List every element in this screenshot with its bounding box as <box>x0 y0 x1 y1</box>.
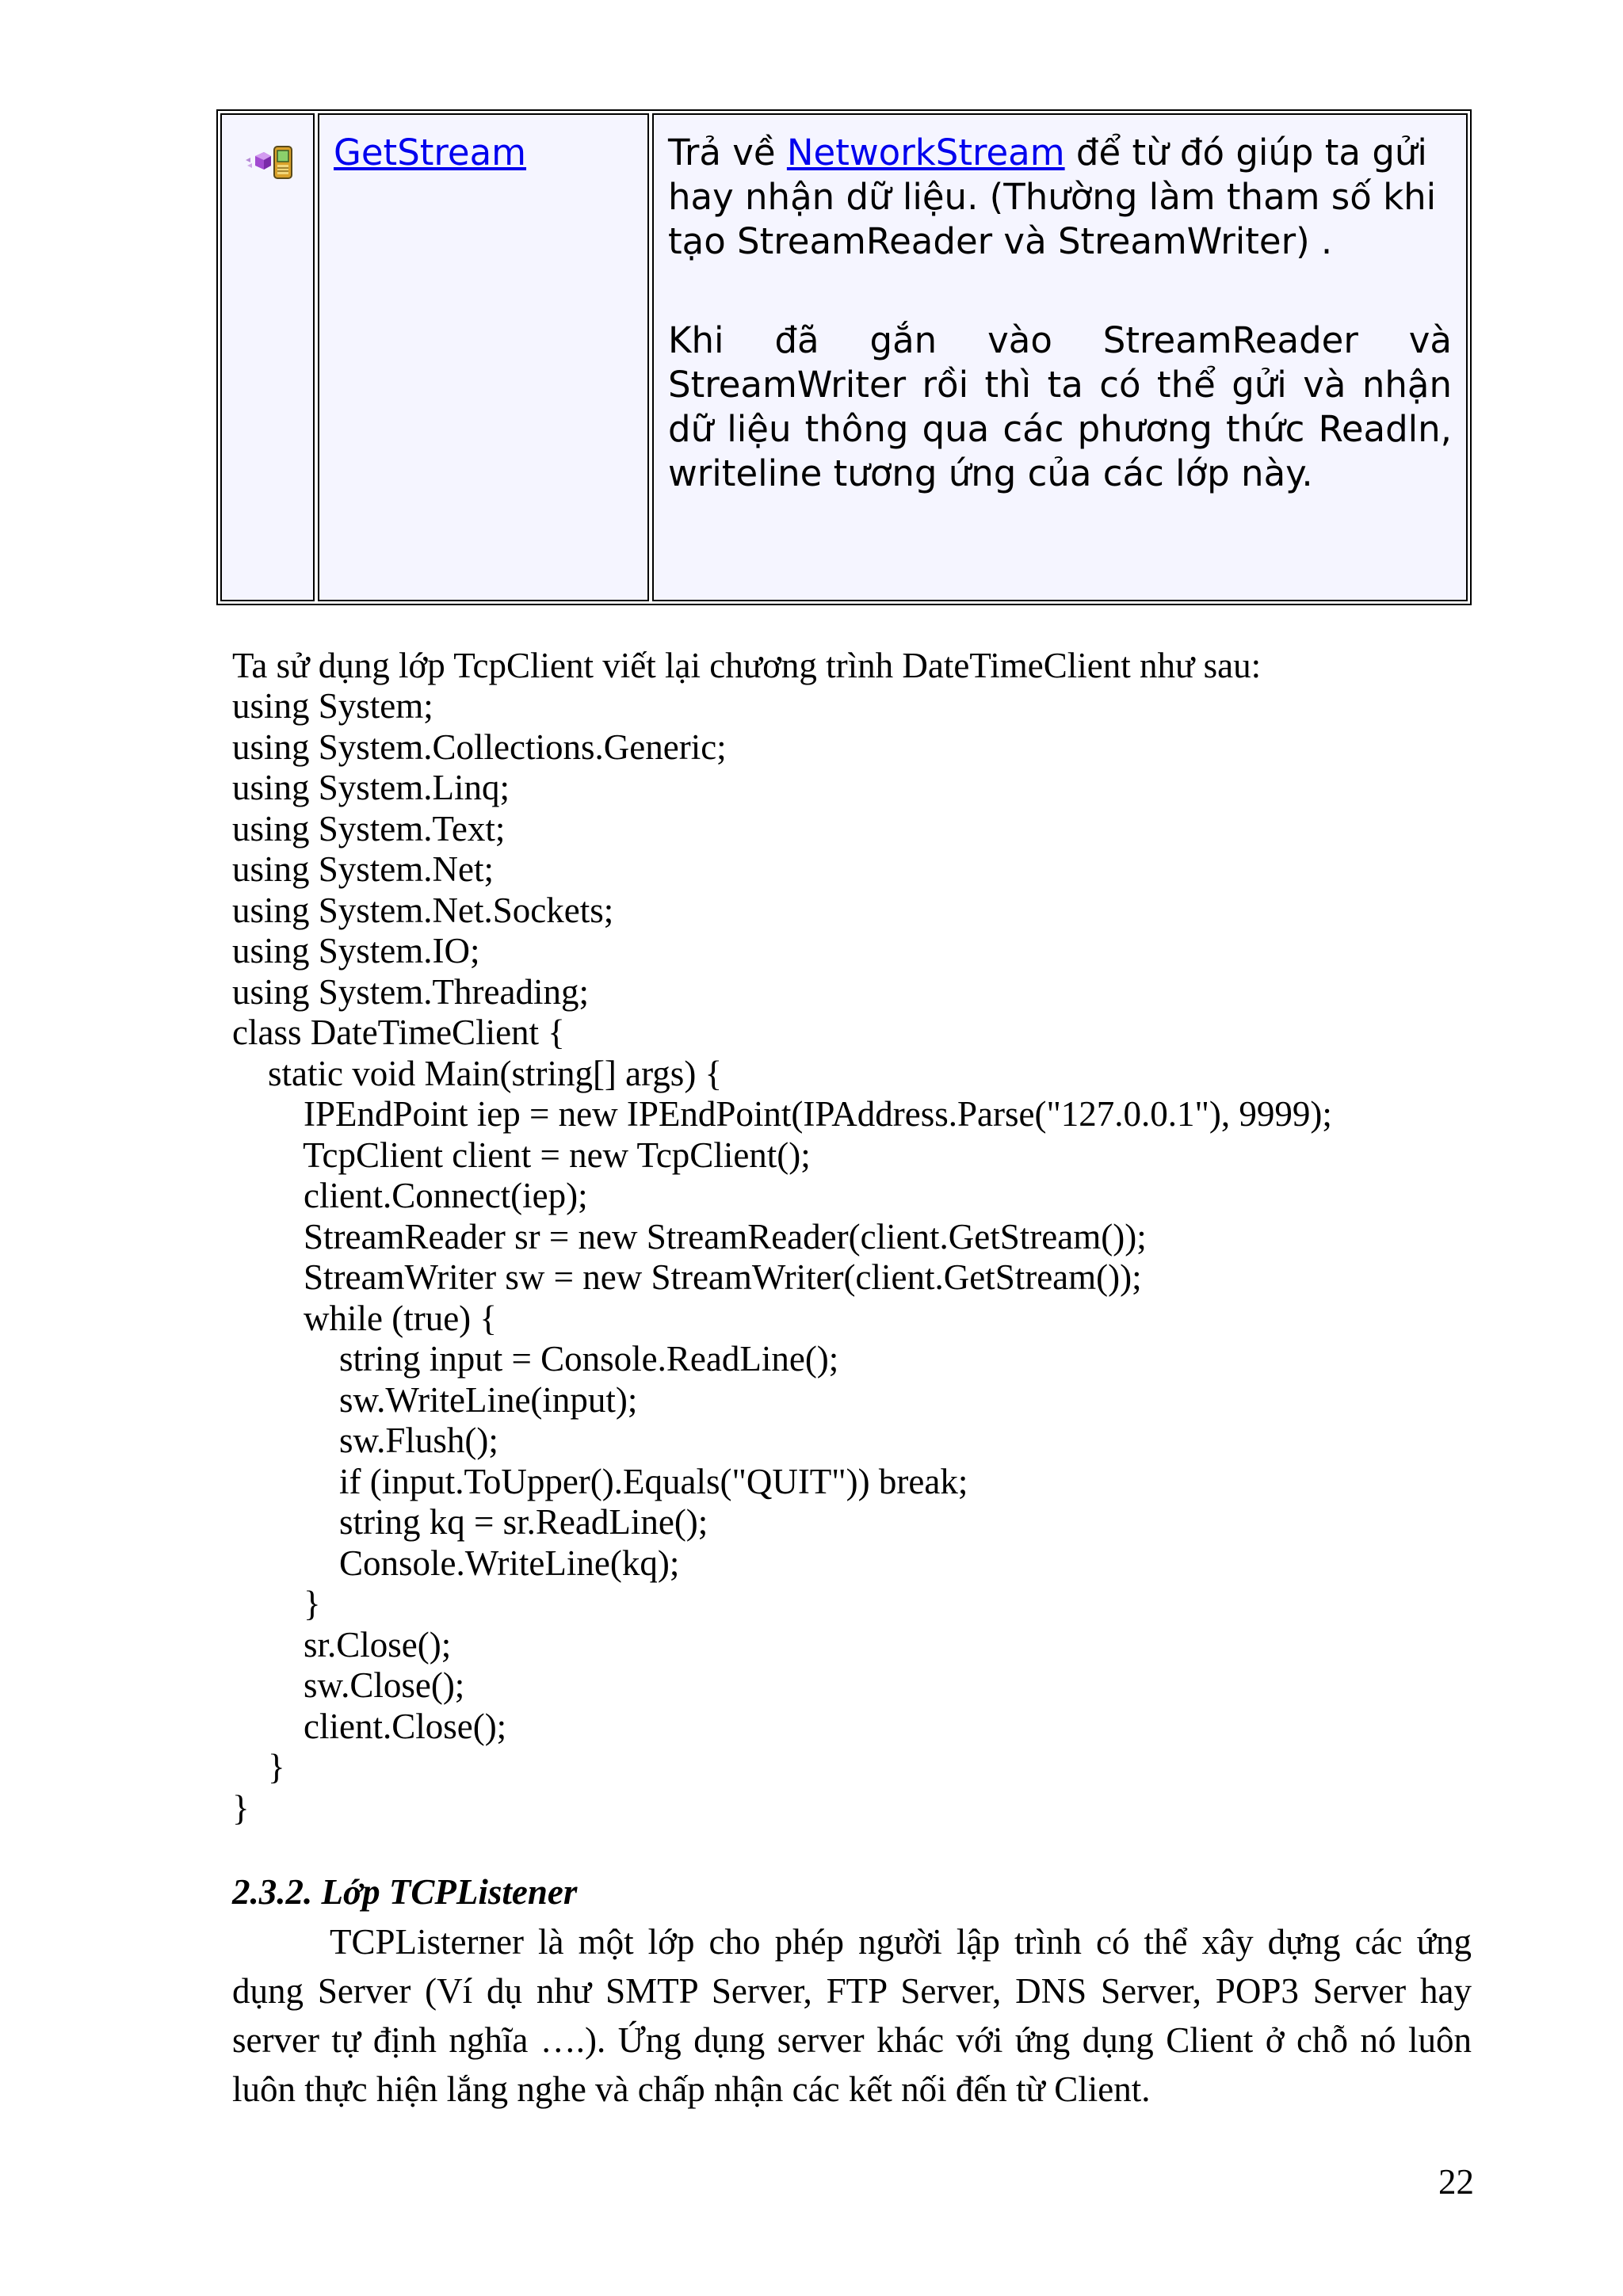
code-line: sw.WriteLine(input); <box>232 1379 638 1420</box>
code-line: while (true) { <box>232 1298 498 1338</box>
code-line: Console.WriteLine(kq); <box>232 1543 680 1583</box>
member-name-cell <box>318 113 649 601</box>
code-line: using System.Threading; <box>232 971 589 1012</box>
description-paragraph-2: Khi đã gắn vào StreamReader và StreamWriter rồi thì ta có thể gửi và nhận dữ liệu thông qua các phương thức Readln, writeline tương ứng của các lớp này. <box>668 319 1452 494</box>
member-name-link[interactable]: GetStream <box>334 132 527 174</box>
code-line: static void Main(string[] args) { <box>232 1053 723 1093</box>
code-line: } <box>232 1747 285 1787</box>
code-line: sr.Close(); <box>232 1624 452 1665</box>
body-paragraph: TCPListerner là một lớp cho phép người lập trình có thể xây dựng các ứng dụng Server (Ví dụ như SMTP Server, FTP Server, DNS Server, POP3 Server hay server tự định nghĩa ….). Ứng dụng server khác với ứng dụng Client ở chỗ nó luôn luôn thực hiện lắng nghe và chấp nhận các kết nối đến từ Client. <box>232 1922 1472 2109</box>
code-listing <box>232 686 1332 1829</box>
code-line: using System.IO; <box>232 931 480 971</box>
code-line: string kq = sr.ReadLine(); <box>232 1502 708 1542</box>
member-description-cell <box>652 113 1468 601</box>
intro-text: Ta sử dụng lớp TcpClient viết lại chương trình DateTimeClient như sau: <box>232 646 1262 685</box>
code-line: client.Connect(iep); <box>232 1176 588 1215</box>
code-line: using System.Net.Sockets; <box>232 890 614 930</box>
section-heading: 2.3.2. Lớp TCPListener <box>232 1872 578 1912</box>
code-line: IPEndPoint iep = new IPEndPoint(IPAddress.Parse("127.0.0.1"), 9999); <box>232 1094 1332 1134</box>
description-text-after-link: để từ đó giúp ta gửi hay nhận dữ liệu. (Thường làm tham số khi tạo StreamReader và StreamWriter) . <box>668 132 1437 262</box>
code-line: } <box>232 1787 250 1828</box>
description-text-before-link: Trả về <box>668 132 787 174</box>
code-line: StreamReader sr = new StreamReader(client.GetStream()); <box>232 1216 1147 1257</box>
code-line: TcpClient client = new TcpClient(); <box>232 1135 811 1175</box>
code-line: using System; <box>232 686 433 726</box>
code-line: class DateTimeClient { <box>232 1013 565 1052</box>
method-icon <box>244 150 273 174</box>
code-line: StreamWriter sw = new StreamWriter(client.GetStream()); <box>232 1257 1142 1297</box>
code-line: client.Close(); <box>232 1706 507 1746</box>
code-line: if (input.ToUpper().Equals("QUIT")) break; <box>232 1461 968 1501</box>
code-line: using System.Net; <box>232 849 495 889</box>
networkstream-link[interactable]: NetworkStream <box>786 132 1065 174</box>
code-line: sw.Close(); <box>232 1665 465 1705</box>
code-line: using System.Collections.Generic; <box>232 727 727 767</box>
code-line: using System.Linq; <box>232 768 510 807</box>
page-number: 22 <box>1438 2162 1474 2202</box>
code-line: using System.Text; <box>232 808 506 849</box>
mobile-device-icon <box>273 145 293 180</box>
code-line: string input = Console.ReadLine(); <box>232 1339 839 1379</box>
member-table <box>216 109 1472 605</box>
member-icon-cell <box>220 113 315 601</box>
description-paragraph-1 <box>668 131 1452 264</box>
code-line: sw.Flush(); <box>232 1421 498 1460</box>
code-line: } <box>232 1584 321 1623</box>
